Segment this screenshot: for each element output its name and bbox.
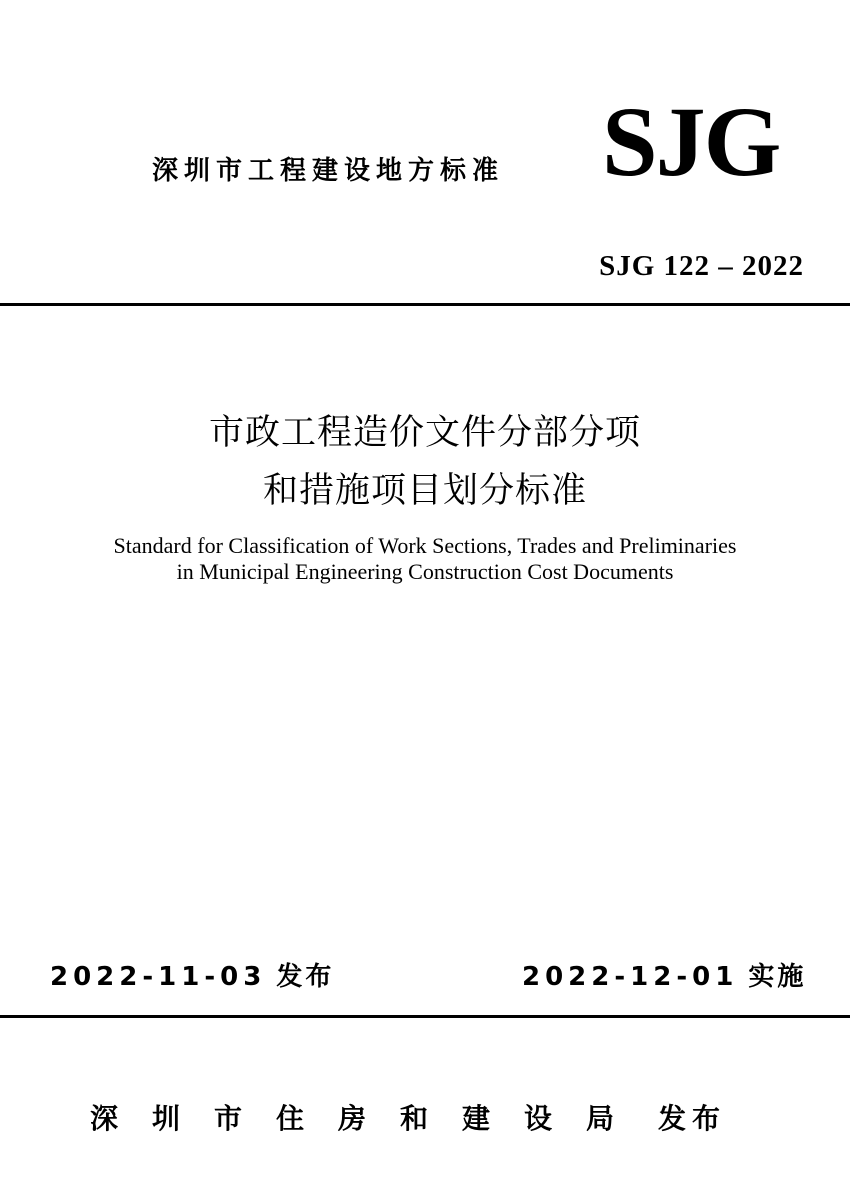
publisher-action: 发布 bbox=[658, 1102, 727, 1135]
implement-date: 2022-12-01 bbox=[522, 962, 739, 992]
title-zh-line1: 市政工程造价文件分部分项 bbox=[208, 413, 641, 453]
implement-label: 实施 bbox=[748, 962, 807, 992]
series-logo: SJG bbox=[602, 86, 780, 197]
title-en-line1: Standard for Classification of Work Sections, Trades and Preliminaries bbox=[113, 533, 737, 558]
implement-date-block bbox=[522, 956, 806, 993]
bottom-divider bbox=[0, 1015, 850, 1018]
top-divider bbox=[0, 303, 850, 306]
issue-date-block bbox=[50, 956, 334, 993]
publisher-name: 深圳市住房和建设局 bbox=[90, 1102, 649, 1135]
issue-label: 发布 bbox=[276, 962, 335, 992]
title-en-line2: in Municipal Engineering Construction Cost Documents bbox=[176, 559, 674, 584]
series-label: 深圳市工程建设地方标准 bbox=[152, 156, 505, 186]
issue-date: 2022-11-03 bbox=[50, 962, 267, 992]
title-zh-line2: 和措施项目划分标准 bbox=[262, 471, 587, 511]
standard-number: SJG 122 – 2022 bbox=[599, 250, 804, 282]
publisher-line bbox=[90, 1097, 726, 1137]
